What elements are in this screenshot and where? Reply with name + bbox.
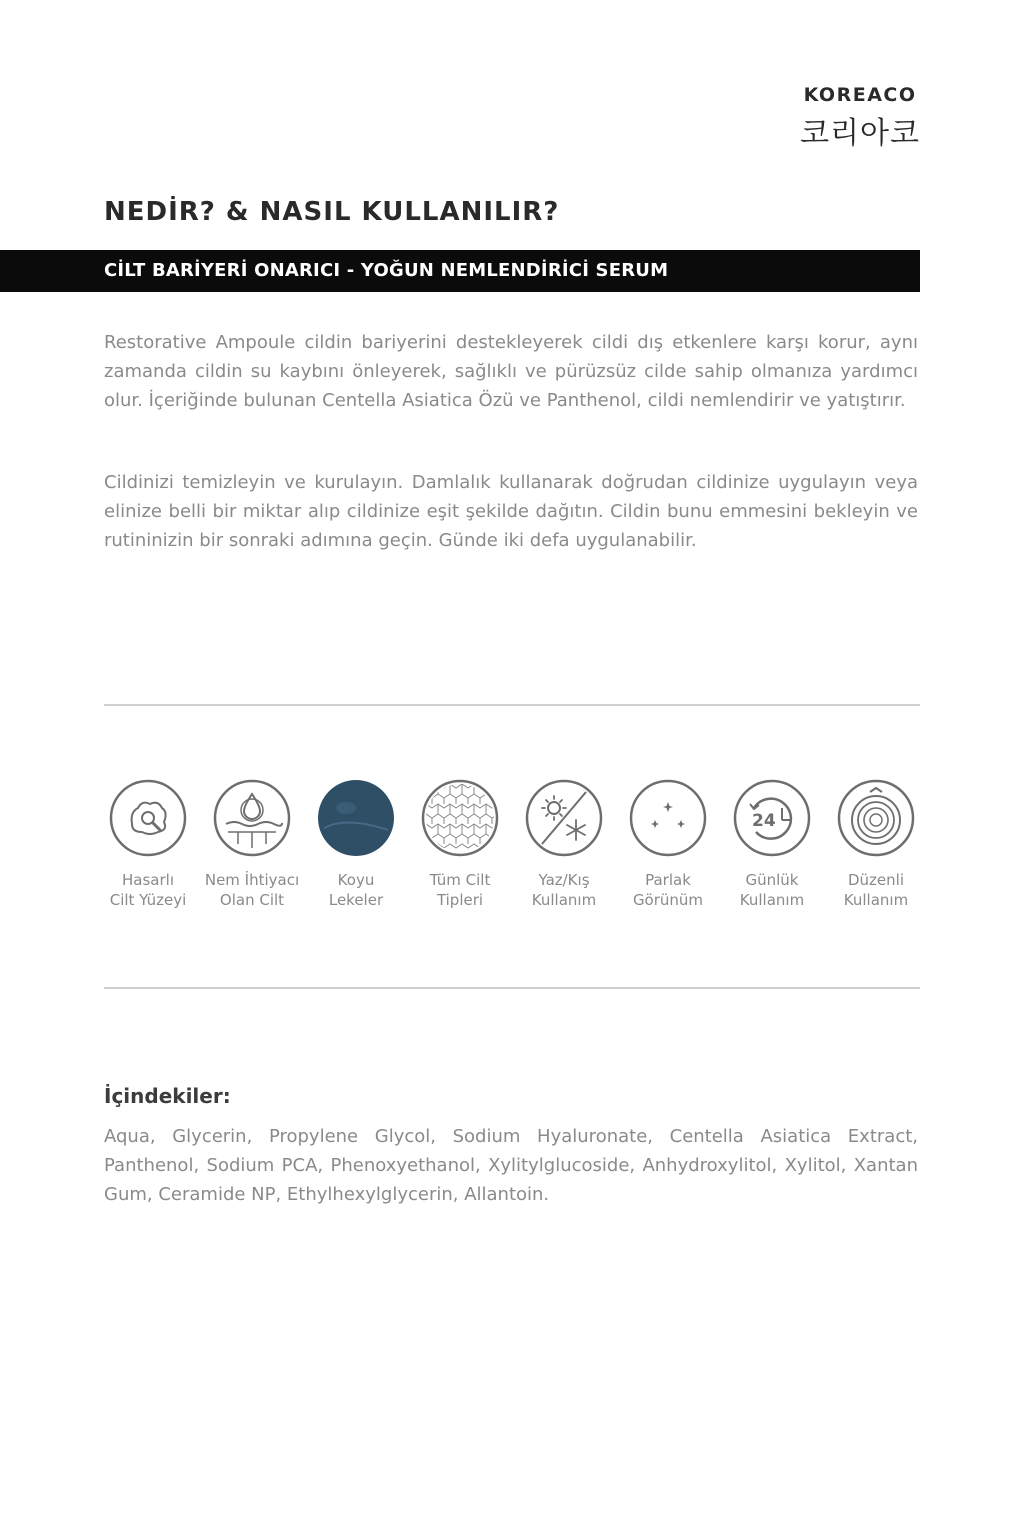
feature-label: Parlak Görünüm — [632, 871, 704, 909]
ingredients-list: Aqua, Glycerin, Propylene Glycol, Sodium Hyaluronate, Centella Asiatica Extract, Panthenol, Sodium PCA, Phenoxyethanol, Xylitylglucoside, Anhydroxylitol, Xylitol, Xantan Gum, Ceramide NP, Ethylhexylglycerin, Allantoin. — [104, 1126, 918, 1205]
usage-paragraph: Cildinizi temizleyin ve kurulayın. Damlalık kullanarak doğrudan cildinize uygulayın veya elinize belli bir miktar alıp cildinize eşit şekilde dağıtın. Cildin bunu emmesini bekleyin ve rutininizin bir sonraki adımına geçin. Günde iki defa uygulanabilir. — [104, 472, 918, 551]
feature-label: Günlük Kullanım — [739, 871, 805, 909]
feature-label: Hasarlı Cilt Yüzeyi — [109, 871, 187, 909]
ingredients-title: İçindekiler: — [104, 1084, 231, 1108]
divider-top — [104, 704, 920, 706]
regular-use-icon — [836, 778, 916, 858]
feature-label: Yaz/Kış Kullanım — [531, 871, 597, 909]
page-title: NEDİR? & NASIL KULLANILIR? — [104, 197, 560, 227]
feature-item — [824, 778, 928, 910]
feature-label: Tüm Cilt Tipleri — [429, 871, 491, 909]
dark-spots-icon — [316, 778, 396, 858]
brand-name-korean: 코리아코 — [800, 116, 920, 151]
feature-item — [304, 778, 408, 910]
banner-text: CİLT BARİYERİ ONARICI - YOĞUN NEMLENDİRİCİ SERUM — [104, 260, 669, 281]
description-paragraph: Restorative Ampoule cildin bariyerini destekleyerek cildi dış etkenlere karşı korur, aynı zamanda cildin su kaybını önleyerek, sağlıklı ve pürüzsüz cilde sahip olmanıza yardımcı olur. İçeriğinde bulunan Centella Asiatica Özü ve Panthenol, cildi nemlendirir ve yatıştırır. — [104, 332, 918, 411]
damaged-skin-icon — [108, 778, 188, 858]
feature-icons — [96, 778, 928, 918]
hydration-need-icon — [212, 778, 292, 858]
brand-name-latin: KOREACO — [803, 84, 917, 106]
product-banner — [0, 250, 920, 292]
feature-label: Nem İhtiyacı Olan Cilt — [204, 871, 300, 909]
feature-item — [200, 778, 304, 910]
feature-item — [720, 778, 824, 910]
feature-item — [512, 778, 616, 910]
brand-logo — [800, 84, 920, 152]
daily-use-icon — [732, 778, 812, 858]
radiant-look-icon — [628, 778, 708, 858]
summer-winter-icon — [524, 778, 604, 858]
feature-item — [408, 778, 512, 910]
svg-text:24: 24 — [752, 811, 776, 831]
divider-bottom — [104, 987, 920, 989]
all-skin-types-icon — [420, 778, 500, 858]
feature-item — [616, 778, 720, 910]
feature-label: Koyu Lekeler — [328, 871, 384, 909]
feature-item — [96, 778, 200, 910]
feature-label: Düzenli Kullanım — [843, 871, 909, 909]
